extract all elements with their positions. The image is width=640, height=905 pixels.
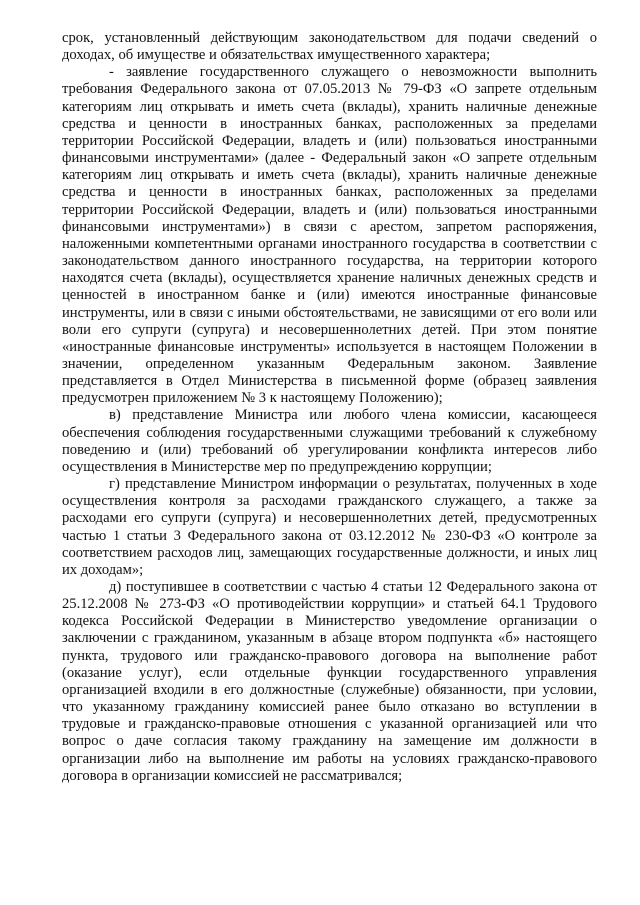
paragraph-item-d: д) поступившее в соответствии с частью 4 статьи 12 Федерального закона от 25.12.2008 № 273-ФЗ «О противодействии коррупции» и статьей 64.1 Трудового кодекса Российской Федерации в Министерство уведомление организации о заключении с гражданином, указанным в абзаце втором подпункта «б» настоящего пункта, трудового или гражданско-правового договора на выполнение работ (оказание услуг), если отдельные функции государственного управления организацией входили в его должностные (служебные) обязанности, при условии, что указанному гражданину комиссией ранее было отказано во вступлении в трудовые и гражданско-правовые отношения с указанной организацией или что вопрос о даче согласия такому гражданину на замещение им должности в организации либо на выполнение им работы на условиях гражданско-правового договора в организации комиссией не рассматривался; xyxy=(62,579,597,784)
paragraph-item-v: в) представление Министра или любого члена комиссии, касающееся обеспечения соблюдения государственными служащими требований к служебному поведению и (или) требований об урегулировании конфликта интересов либо осуществления в Министерстве мер по предупреждению коррупции; xyxy=(62,407,597,475)
document-page xyxy=(62,30,597,785)
paragraph-foreign-accounts-statement: - заявление государственного служащего о невозможности выполнить требования Федерального закона от 07.05.2013 № 79-ФЗ «О запрете отдельным категориям лиц открывать и иметь счета (вклады), хранить наличные денежные средства и ценности в иностранных банках, расположенных за пределами территории Российской Федерации, владеть и (или) пользоваться иностранными финансовыми инструментами» (далее - Федеральный закон «О запрете отдельным категориям лиц открывать и иметь счета (вклады), хранить наличные денежные средства и ценности в иностранных банках, расположенных за пределами территории Российской Федерации, владеть и (или) пользоваться иностранными финансовыми инструментами») в связи с арестом, запретом распоряжения, наложенными компетентными органами иностранного государства в соответствии с законодательством данного иностранного государства, на территории которого находятся счета (вклады), осуществляется хранение наличных денежных средств и ценностей в иностранном банке и (или) имеются иностранные финансовые инструменты, или в связи с иными обстоятельствами, не зависящими от его воли или воли его супруги (супруга) и несовершеннолетних детей. При этом понятие «иностранные финансовые инструменты» используется в настоящем Положении в значении, определенном указанным Федеральным законом. Заявление представляется в Отдел Министерства в письменной форме (образец заявления предусмотрен приложением № 3 к настоящему Положению); xyxy=(62,64,597,407)
paragraph-item-g: г) представление Министром информации о результатах, полученных в ходе осуществления контроля за расходами гражданского служащего, а также за расходами его супруги (супруга) и несовершеннолетних детей, предусмотренных частью 1 статьи 3 Федерального закона от 03.12.2012 № 230-ФЗ «О контроле за соответствием расходов лиц, замещающих государственные должности, и иных лиц их доходам»; xyxy=(62,476,597,578)
paragraph-continuation: срок, установленный действующим законодательством для подачи сведений о доходах, об имуществе и обязательствах имущественного характера; xyxy=(62,30,597,64)
